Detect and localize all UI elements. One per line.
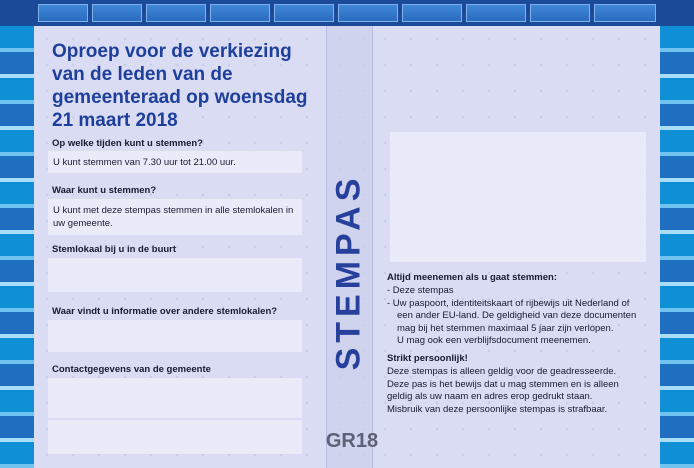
question-nearby-polling-station: Stemlokaal bij u in de buurt	[52, 244, 177, 255]
spine-label: STEMPAS	[329, 173, 368, 371]
bring-item-2-cont: U mag ook een verblijfsdocument meenemen.	[397, 335, 591, 346]
fold-line	[326, 26, 327, 468]
top-block	[38, 4, 88, 22]
question-where: Waar kunt u stemmen?	[52, 185, 157, 196]
answer-where: U kunt met deze stempas stemmen in alle stemlokalen in uw gemeente.	[48, 199, 302, 235]
personal-heading: Strikt persoonlijk!	[387, 353, 468, 364]
address-box	[390, 132, 646, 262]
right-stripe-border	[660, 26, 694, 468]
top-block	[594, 4, 656, 22]
answer-other-polling-stations	[48, 320, 302, 352]
bring-item-2: - Uw paspoort, identiteitskaart of rijbewijs uit Nederland of	[387, 298, 630, 309]
top-block	[92, 4, 142, 22]
top-block	[466, 4, 526, 22]
bring-heading: Altijd meenemen als u gaat stemmen:	[387, 272, 557, 283]
question-contact: Contactgegevens van de gemeente	[52, 364, 211, 375]
fold-line	[372, 26, 373, 468]
top-block	[274, 4, 334, 22]
top-block	[530, 4, 590, 22]
top-block	[338, 4, 398, 22]
personal-line: geldig als uw naam en adres erop gedrukt staan.	[387, 391, 593, 402]
personal-line: Misbruik van deze persoonlijke stempas is strafbaar.	[387, 404, 608, 415]
question-times: Op welke tijden kunt u stemmen?	[52, 138, 203, 149]
personal-line: Deze pas is het bewijs dat u mag stemmen en is alleen	[387, 379, 619, 390]
top-block	[402, 4, 462, 22]
answer-nearby-polling-station	[48, 258, 302, 292]
answer-times: U kunt stemmen van 7.30 uur tot 21.00 uur.	[48, 151, 302, 173]
bring-item-1: - Deze stempas	[387, 285, 454, 296]
left-stripe-border	[0, 26, 34, 468]
question-other-polling-stations: Waar vindt u informatie over andere stemlokalen?	[52, 306, 278, 317]
form-code: GR18	[325, 430, 379, 452]
bring-item-2-cont: een ander EU-land. De geldigheid van deze documenten	[397, 310, 637, 321]
personal-line: Deze stempas is alleen geldig voor de geadresseerde.	[387, 366, 617, 377]
top-block	[210, 4, 270, 22]
bring-item-2-cont: mag bij het stemmen maximaal 5 jaar zijn verlopen.	[397, 323, 614, 334]
top-block	[146, 4, 206, 22]
answer-contact	[48, 378, 302, 418]
page-title: Oproep voor de verkiezing van de leden van de gemeenteraad op woensdag 21 maart 2018	[52, 41, 308, 131]
top-decoration	[0, 0, 694, 26]
answer-contact-extra	[48, 420, 302, 454]
